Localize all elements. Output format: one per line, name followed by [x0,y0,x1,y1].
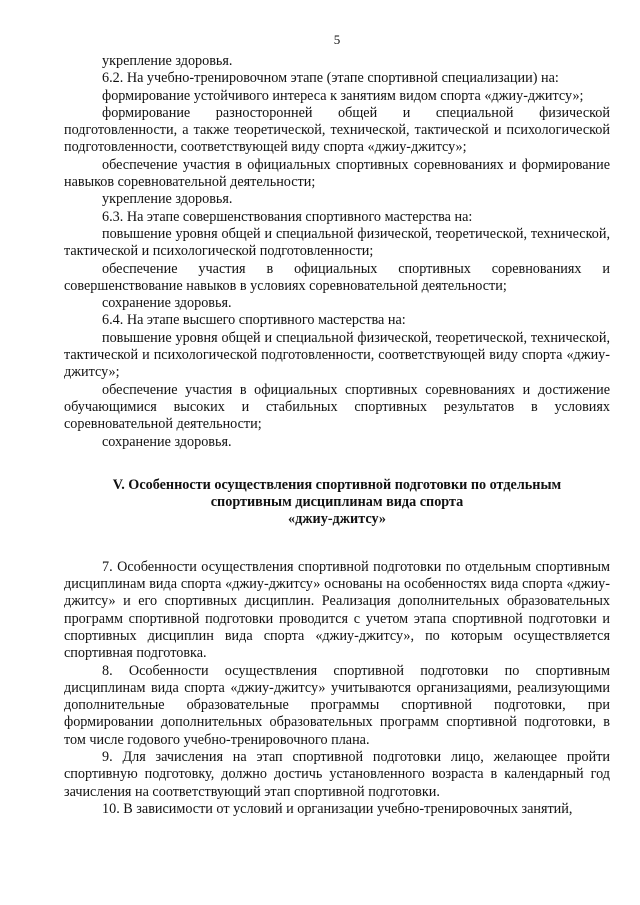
paragraph: обеспечение участия в официальных спортивных соревнованиях и формирование навыков соревновательной деятельности; [64,156,610,191]
paragraph: 6.3. На этапе совершенствования спортивного мастерства на: [102,208,473,225]
paragraph: укрепление здоровья. [102,53,233,69]
paragraph: 10. В зависимости от условий и организации учебно-тренировочных занятий, [102,800,573,817]
section-v-body [64,559,610,818]
paragraph: повышение уровня общей и специальной физической, теоретической, технической, тактической и психологической подготовленности, соответствующей виду спорта «джиу-джитсу»; [64,329,610,381]
section-heading-line: V. Особенности осуществления спортивной подготовки по отдельным [112,476,562,493]
section-heading-line: «джиу-джитсу» [288,511,386,528]
paragraph: сохранение здоровья. [102,295,232,312]
paragraph: 8. Особенности осуществления спортивной подготовки по спортивным дисциплинам вида спорта «джиу-джитсу» учитываются организациями, реализующими дополнительные образовательные программы спортивной подготовки, при формировании дополнительных образовательных программ спортивной подготовки, в том числе годового учебно-тренировочного плана. [64,662,610,748]
paragraph: обеспечение участия в официальных спортивных соревнованиях и совершенствование навыков в условиях соревновательной деятельности; [64,260,610,294]
paragraph: 9. Для зачисления на этап спортивной подготовки лицо, желающее пройти спортивную подготовку, должно достичь установленного возраста в календарный год зачисления на соответствующий этап спортивной подготовки. [64,748,610,800]
paragraph: сохранение здоровья. [102,433,232,450]
section-heading-line: спортивным дисциплинам вида спорта [210,494,464,511]
paragraph: формирование разносторонней общей и специальной физической подготовленности, а также теоретической, технической, тактической и психологической подготовленности, соответствующей виду спорта «джиу-джитсу»; [64,104,610,156]
paragraph: 7. Особенности осуществления спортивной подготовки по отдельным спортивным дисциплинам вида спорта «джиу-джитсу» основаны на особенностях вида спорта «джиу-джитсу» и его спортивных дисциплин. Реализация дополнительных образовательных программ спортивной подготовки проводится с учетом этапа спортивной подготовки и спортивных дисциплин вида спорта «джиу-джитсу», по которым осуществляется спортивная подготовка. [64,558,610,662]
paragraph: укрепление здоровья. [102,191,233,208]
page-number: 5 [333,32,341,47]
paragraph: формирование устойчивого интереса к занятиям видом спорта «джиу-джитсу»; [102,87,584,104]
section-heading [64,477,610,529]
paragraph: 6.4. На этапе высшего спортивного мастерства на: [102,312,406,329]
paragraph: 6.2. На учебно-тренировочном этапе (этапе спортивной специализации) на: [102,70,559,87]
section-6-goals [64,53,610,451]
paragraph: обеспечение участия в официальных спортивных соревнованиях и достижение обучающимися высоких и стабильных спортивных результатов в условиях соревновательной деятельности; [64,381,610,433]
paragraph: повышение уровня общей и специальной физической, теоретической, технической, тактической и психологической подготовленности; [64,225,610,260]
